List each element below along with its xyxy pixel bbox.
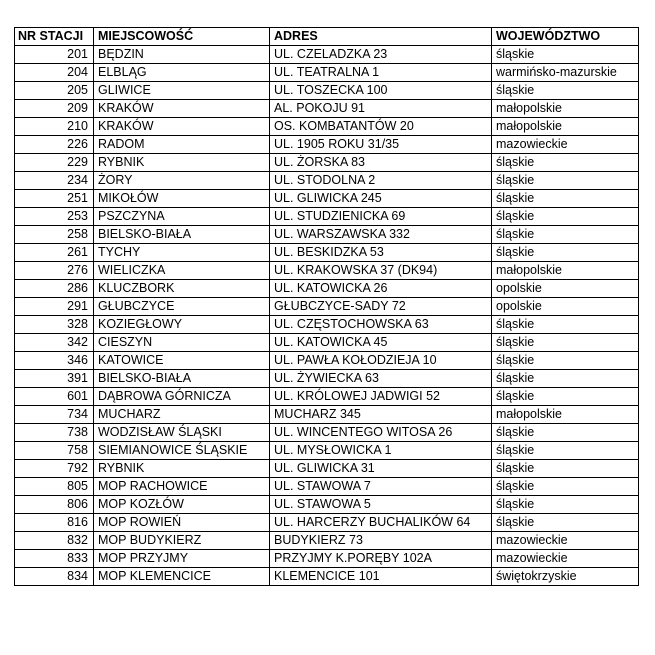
address-cell: OS. KOMBATANTÓW 20: [270, 118, 492, 136]
voivodeship-cell: małopolskie: [492, 262, 639, 280]
locality-cell: RYBNIK: [94, 460, 270, 478]
header-voivodeship: WOJEWÓDZTWO: [492, 28, 639, 46]
header-address: ADRES: [270, 28, 492, 46]
address-cell: UL. WARSZAWSKA 332: [270, 226, 492, 244]
voivodeship-cell: małopolskie: [492, 406, 639, 424]
voivodeship-cell: śląskie: [492, 154, 639, 172]
address-cell: UL. STUDZIENICKA 69: [270, 208, 492, 226]
address-cell: UL. PAWŁA KOŁODZIEJA 10: [270, 352, 492, 370]
table-row: [15, 298, 639, 316]
station-number-cell: 229: [15, 154, 94, 172]
table-row: [15, 136, 639, 154]
table-header-row: [15, 28, 639, 46]
voivodeship-cell: śląskie: [492, 388, 639, 406]
address-cell: UL. KRÓLOWEJ JADWIGI 52: [270, 388, 492, 406]
table-row: [15, 334, 639, 352]
locality-cell: MUCHARZ: [94, 406, 270, 424]
table-row: [15, 352, 639, 370]
voivodeship-cell: śląskie: [492, 82, 639, 100]
station-number-cell: 209: [15, 100, 94, 118]
table-row: [15, 190, 639, 208]
station-number-cell: 286: [15, 280, 94, 298]
voivodeship-cell: mazowieckie: [492, 136, 639, 154]
voivodeship-cell: świętokrzyskie: [492, 568, 639, 586]
locality-cell: RADOM: [94, 136, 270, 154]
voivodeship-cell: śląskie: [492, 442, 639, 460]
voivodeship-cell: śląskie: [492, 352, 639, 370]
voivodeship-cell: śląskie: [492, 244, 639, 262]
station-number-cell: 253: [15, 208, 94, 226]
locality-cell: KATOWICE: [94, 352, 270, 370]
locality-cell: BĘDZIN: [94, 46, 270, 64]
voivodeship-cell: śląskie: [492, 46, 639, 64]
header-locality: MIEJSCOWOŚĆ: [94, 28, 270, 46]
voivodeship-cell: śląskie: [492, 334, 639, 352]
table-row: [15, 460, 639, 478]
station-number-cell: 261: [15, 244, 94, 262]
station-number-cell: 226: [15, 136, 94, 154]
address-cell: UL. TOSZECKA 100: [270, 82, 492, 100]
address-cell: PRZYJMY K.PORĘBY 102A: [270, 550, 492, 568]
station-number-cell: 328: [15, 316, 94, 334]
voivodeship-cell: śląskie: [492, 424, 639, 442]
voivodeship-cell: małopolskie: [492, 118, 639, 136]
station-number-cell: 205: [15, 82, 94, 100]
station-number-cell: 738: [15, 424, 94, 442]
address-cell: UL. MYSŁOWICKA 1: [270, 442, 492, 460]
voivodeship-cell: warmińsko-mazurskie: [492, 64, 639, 82]
address-cell: UL. 1905 ROKU 31/35: [270, 136, 492, 154]
station-number-cell: 805: [15, 478, 94, 496]
station-number-cell: 734: [15, 406, 94, 424]
table-row: [15, 478, 639, 496]
station-number-cell: 258: [15, 226, 94, 244]
locality-cell: MOP ROWIEŃ: [94, 514, 270, 532]
voivodeship-cell: mazowieckie: [492, 532, 639, 550]
locality-cell: BIELSKO-BIAŁA: [94, 370, 270, 388]
voivodeship-cell: śląskie: [492, 370, 639, 388]
locality-cell: DĄBROWA GÓRNICZA: [94, 388, 270, 406]
locality-cell: MOP BUDYKIERZ: [94, 532, 270, 550]
locality-cell: GŁUBCZYCE: [94, 298, 270, 316]
locality-cell: MIKOŁÓW: [94, 190, 270, 208]
address-cell: UL. KATOWICKA 45: [270, 334, 492, 352]
locality-cell: KOZIEGŁOWY: [94, 316, 270, 334]
station-number-cell: 832: [15, 532, 94, 550]
table-row: [15, 514, 639, 532]
locality-cell: ŻORY: [94, 172, 270, 190]
locality-cell: ELBLĄG: [94, 64, 270, 82]
table-row: [15, 226, 639, 244]
station-number-cell: 391: [15, 370, 94, 388]
locality-cell: RYBNIK: [94, 154, 270, 172]
address-cell: UL. STAWOWA 7: [270, 478, 492, 496]
station-number-cell: 291: [15, 298, 94, 316]
locality-cell: GLIWICE: [94, 82, 270, 100]
voivodeship-cell: małopolskie: [492, 100, 639, 118]
address-cell: UL. BESKIDZKA 53: [270, 244, 492, 262]
address-cell: UL. CZĘSTOCHOWSKA 63: [270, 316, 492, 334]
voivodeship-cell: śląskie: [492, 172, 639, 190]
table-body: [15, 46, 639, 586]
voivodeship-cell: śląskie: [492, 226, 639, 244]
address-cell: BUDYKIERZ 73: [270, 532, 492, 550]
table-row: [15, 244, 639, 262]
locality-cell: KRAKÓW: [94, 118, 270, 136]
address-cell: MUCHARZ 345: [270, 406, 492, 424]
voivodeship-cell: śląskie: [492, 208, 639, 226]
table-row: [15, 424, 639, 442]
address-cell: UL. ŻORSKA 83: [270, 154, 492, 172]
table-row: [15, 550, 639, 568]
voivodeship-cell: mazowieckie: [492, 550, 639, 568]
station-number-cell: 346: [15, 352, 94, 370]
voivodeship-cell: śląskie: [492, 460, 639, 478]
locality-cell: WIELICZKA: [94, 262, 270, 280]
locality-cell: MOP RACHOWICE: [94, 478, 270, 496]
station-number-cell: 806: [15, 496, 94, 514]
voivodeship-cell: śląskie: [492, 496, 639, 514]
locality-cell: WODZISŁAW ŚLĄSKI: [94, 424, 270, 442]
address-cell: UL. HARCERZY BUCHALIKÓW 64: [270, 514, 492, 532]
locality-cell: CIESZYN: [94, 334, 270, 352]
station-number-cell: 234: [15, 172, 94, 190]
address-cell: UL. GLIWICKA 245: [270, 190, 492, 208]
table-row: [15, 118, 639, 136]
table-row: [15, 64, 639, 82]
locality-cell: MOP KLEMENCICE: [94, 568, 270, 586]
voivodeship-cell: śląskie: [492, 514, 639, 532]
voivodeship-cell: opolskie: [492, 298, 639, 316]
locality-cell: KLUCZBORK: [94, 280, 270, 298]
address-cell: GŁUBCZYCE-SADY 72: [270, 298, 492, 316]
table-row: [15, 100, 639, 118]
table-row: [15, 406, 639, 424]
table-row: [15, 172, 639, 190]
station-number-cell: 201: [15, 46, 94, 64]
table-row: [15, 442, 639, 460]
locality-cell: BIELSKO-BIAŁA: [94, 226, 270, 244]
locality-cell: MOP PRZYJMY: [94, 550, 270, 568]
table-row: [15, 496, 639, 514]
address-cell: UL. TEATRALNA 1: [270, 64, 492, 82]
locality-cell: PSZCZYNA: [94, 208, 270, 226]
address-cell: UL. ŻYWIECKA 63: [270, 370, 492, 388]
address-cell: AL. POKOJU 91: [270, 100, 492, 118]
table-row: [15, 208, 639, 226]
table-row: [15, 532, 639, 550]
table-row: [15, 262, 639, 280]
station-number-cell: 276: [15, 262, 94, 280]
locality-cell: SIEMIANOWICE ŚLĄSKIE: [94, 442, 270, 460]
station-number-cell: 834: [15, 568, 94, 586]
table-row: [15, 46, 639, 64]
voivodeship-cell: opolskie: [492, 280, 639, 298]
locality-cell: TYCHY: [94, 244, 270, 262]
station-number-cell: 210: [15, 118, 94, 136]
table-row: [15, 370, 639, 388]
station-number-cell: 342: [15, 334, 94, 352]
station-number-cell: 758: [15, 442, 94, 460]
address-cell: KLEMENCICE 101: [270, 568, 492, 586]
station-number-cell: 204: [15, 64, 94, 82]
station-number-cell: 601: [15, 388, 94, 406]
station-number-cell: 251: [15, 190, 94, 208]
voivodeship-cell: śląskie: [492, 190, 639, 208]
address-cell: UL. WINCENTEGO WITOSA 26: [270, 424, 492, 442]
locality-cell: MOP KOZŁÓW: [94, 496, 270, 514]
header-station-number: NR STACJI: [15, 28, 94, 46]
table-row: [15, 154, 639, 172]
station-number-cell: 833: [15, 550, 94, 568]
address-cell: UL. KATOWICKA 26: [270, 280, 492, 298]
voivodeship-cell: śląskie: [492, 478, 639, 496]
stations-table: [14, 27, 639, 586]
locality-cell: KRAKÓW: [94, 100, 270, 118]
station-number-cell: 816: [15, 514, 94, 532]
address-cell: UL. KRAKOWSKA 37 (DK94): [270, 262, 492, 280]
stations-table-container: [14, 27, 638, 586]
table-row: [15, 388, 639, 406]
table-row: [15, 82, 639, 100]
station-number-cell: 792: [15, 460, 94, 478]
address-cell: UL. GLIWICKA 31: [270, 460, 492, 478]
table-row: [15, 280, 639, 298]
address-cell: UL. CZELADZKA 23: [270, 46, 492, 64]
address-cell: UL. STAWOWA 5: [270, 496, 492, 514]
table-row: [15, 568, 639, 586]
table-row: [15, 316, 639, 334]
voivodeship-cell: śląskie: [492, 316, 639, 334]
address-cell: UL. STODOLNA 2: [270, 172, 492, 190]
